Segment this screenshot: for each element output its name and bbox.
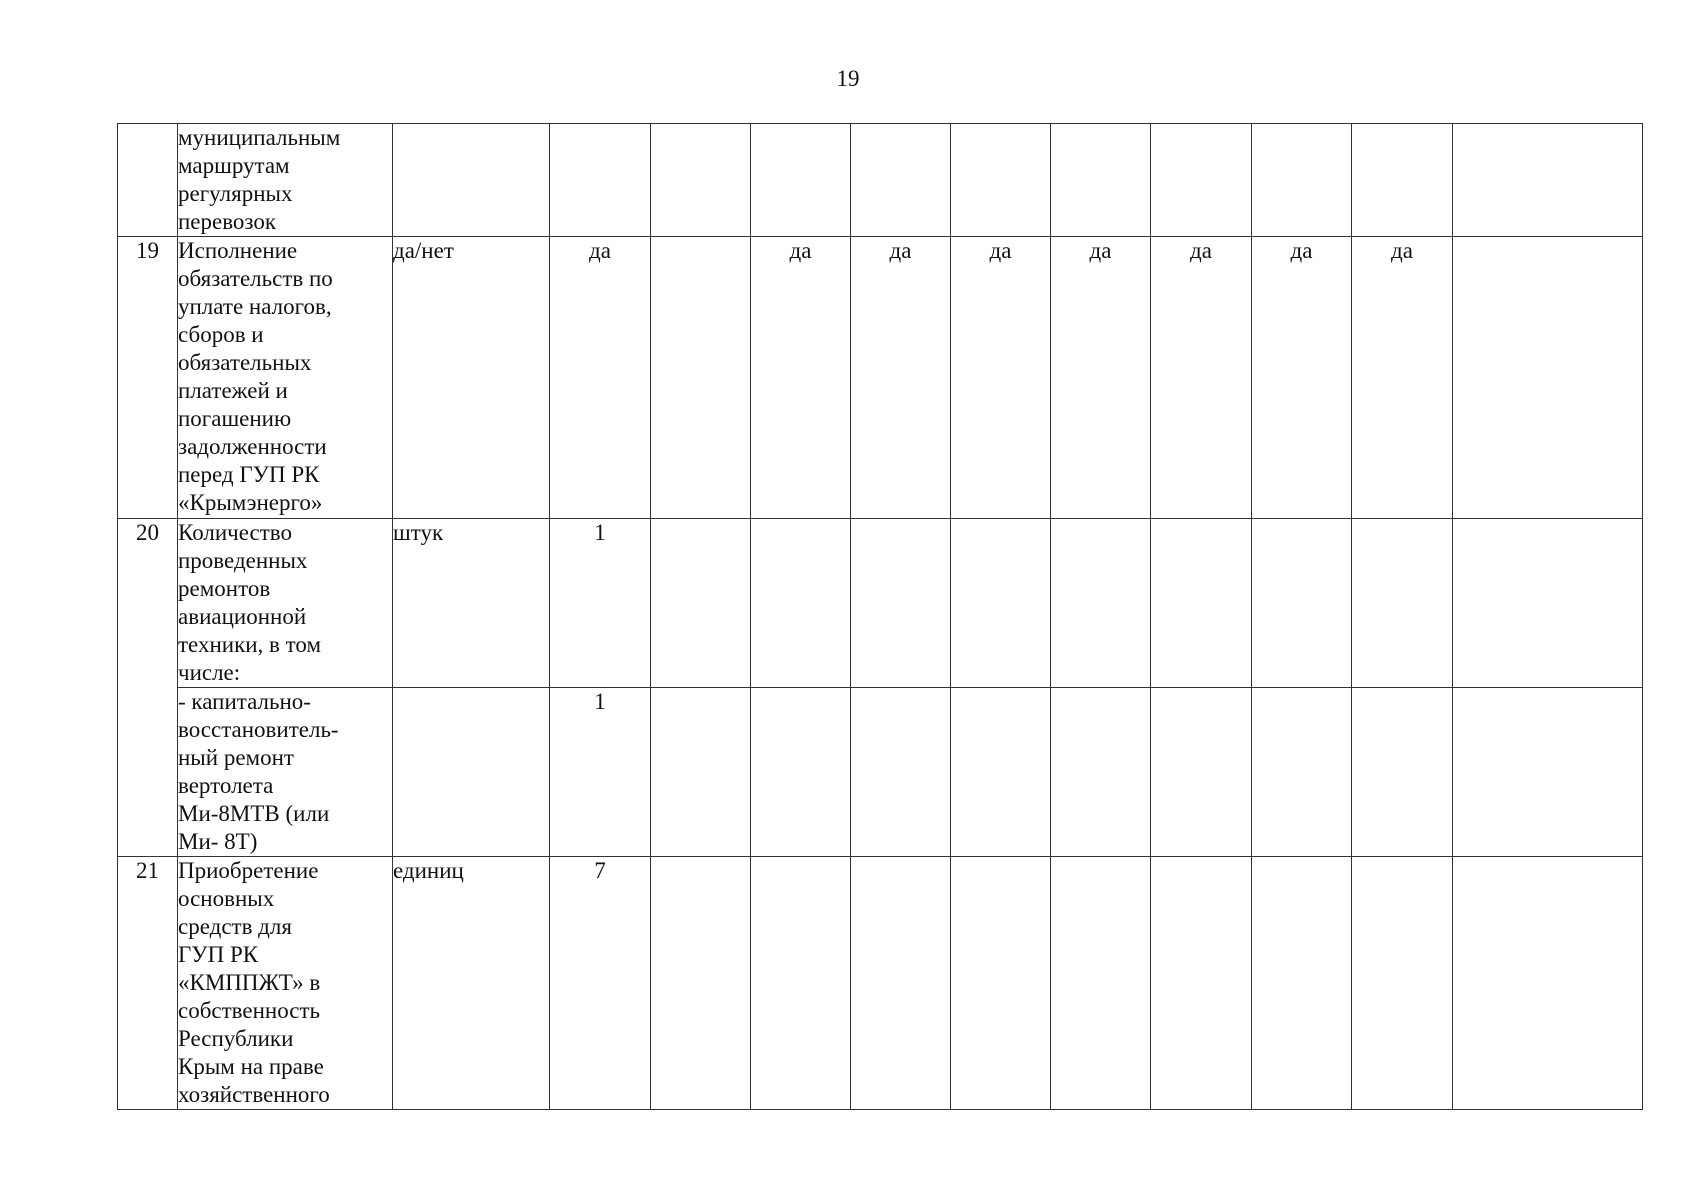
indicator-name-line: Количество	[178, 520, 292, 545]
row-number-cell: 19	[118, 237, 178, 519]
value-cell	[1453, 688, 1643, 857]
row-number-cell	[118, 124, 178, 237]
value-cell: 7	[550, 857, 651, 1110]
indicator-name-line: - капитально-	[178, 689, 311, 714]
value-cell: 1	[550, 688, 651, 857]
indicator-name-line: хозяйственного	[178, 1082, 330, 1107]
value-cell: да	[1252, 237, 1352, 519]
unit-cell	[393, 688, 550, 857]
row-number-cell: 20	[118, 519, 178, 857]
value-cell	[751, 857, 851, 1110]
indicator-name-line: обязательств по	[178, 266, 333, 291]
indicator-name-line: обязательных	[178, 350, 312, 375]
value-cell	[1252, 124, 1352, 237]
unit-cell: единиц	[393, 857, 550, 1110]
indicator-name-line: числе:	[178, 660, 241, 685]
value-cell	[1352, 124, 1453, 237]
table-row	[118, 237, 1643, 519]
unit-cell: да/нет	[393, 237, 550, 519]
value-cell	[951, 857, 1051, 1110]
value-cell	[1051, 688, 1151, 857]
value-cell	[951, 688, 1051, 857]
indicator-name-cell	[178, 519, 393, 688]
indicator-name-line: ный ремонт	[178, 745, 294, 770]
indicator-name-line: Ми- 8Т)	[178, 829, 258, 854]
indicator-name-line: Ми-8МТВ (или	[178, 801, 330, 826]
value-cell	[851, 519, 951, 688]
indicator-name-line: перед ГУП РК	[178, 462, 320, 487]
indicator-name-line: платежей и	[178, 378, 288, 403]
value-cell	[1151, 688, 1252, 857]
table-row	[118, 688, 1643, 857]
value-cell	[1352, 857, 1453, 1110]
value-cell	[951, 519, 1051, 688]
table-row	[118, 857, 1643, 1110]
value-cell	[1151, 857, 1252, 1110]
indicator-name-line: «КМППЖТ» в	[178, 970, 321, 995]
value-cell	[1352, 519, 1453, 688]
value-cell: да	[1151, 237, 1252, 519]
value-cell: да	[1051, 237, 1151, 519]
value-cell	[1051, 857, 1151, 1110]
indicator-name-line: Приобретение	[178, 858, 319, 883]
value-cell	[851, 124, 951, 237]
indicator-name-line: погашению	[178, 406, 292, 431]
value-cell	[1252, 519, 1352, 688]
value-cell	[851, 688, 951, 857]
row-number-cell: 21	[118, 857, 178, 1110]
value-cell	[1051, 124, 1151, 237]
value-cell	[1453, 124, 1643, 237]
value-cell: 1	[550, 519, 651, 688]
value-cell	[751, 688, 851, 857]
unit-cell: штук	[393, 519, 550, 688]
value-cell	[550, 124, 651, 237]
value-cell	[651, 519, 751, 688]
indicator-name-cell	[178, 124, 393, 237]
value-cell	[851, 857, 951, 1110]
indicator-name-cell	[178, 857, 393, 1110]
value-cell: да	[550, 237, 651, 519]
indicator-name-line: маршрутам	[178, 153, 290, 178]
indicator-name-line: основных	[178, 886, 275, 911]
value-cell	[651, 688, 751, 857]
value-cell: да	[951, 237, 1051, 519]
indicator-name-line: вертолета	[178, 773, 274, 798]
indicator-name-line: средств для	[178, 914, 292, 939]
value-cell	[1151, 519, 1252, 688]
indicator-name-line: муниципальным	[178, 125, 341, 150]
value-cell: да	[851, 237, 951, 519]
value-cell	[1352, 688, 1453, 857]
indicators-table	[117, 123, 1643, 1110]
unit-cell	[393, 124, 550, 237]
indicator-name-line: регулярных	[178, 181, 293, 206]
value-cell: да	[751, 237, 851, 519]
indicator-name-line: уплате налогов,	[178, 294, 332, 319]
indicator-name-line: Республики	[178, 1026, 294, 1051]
indicator-name-line: ремонтов	[178, 576, 271, 601]
value-cell	[951, 124, 1051, 237]
value-cell	[651, 124, 751, 237]
value-cell	[1252, 688, 1352, 857]
value-cell	[1252, 857, 1352, 1110]
indicator-name-line: задолженности	[178, 434, 327, 459]
indicator-name-line: техники, в том	[178, 632, 322, 657]
value-cell	[1151, 124, 1252, 237]
value-cell: да	[1352, 237, 1453, 519]
indicator-name-line: сборов и	[178, 322, 264, 347]
indicator-name-line: «Крымэнерго»	[178, 490, 323, 515]
value-cell	[1453, 857, 1643, 1110]
indicator-name-line: ГУП РК	[178, 942, 259, 967]
indicator-name-cell	[178, 237, 393, 519]
value-cell	[751, 124, 851, 237]
table-row	[118, 519, 1643, 688]
indicator-name-line: восстановитель-	[178, 717, 339, 742]
indicator-name-line: Крым на праве	[178, 1054, 324, 1079]
indicator-name-line: авиационной	[178, 604, 307, 629]
value-cell	[651, 857, 751, 1110]
value-cell	[1453, 519, 1643, 688]
table-row	[118, 124, 1643, 237]
page-number: 19	[836, 66, 860, 91]
indicator-name-line: проведенных	[178, 548, 308, 573]
value-cell	[751, 519, 851, 688]
indicator-name-line: Исполнение	[178, 238, 298, 263]
indicator-name-cell	[178, 688, 393, 857]
value-cell	[1051, 519, 1151, 688]
indicator-name-line: перевозок	[178, 209, 277, 234]
indicator-name-line: собственность	[178, 998, 321, 1023]
value-cell	[1453, 237, 1643, 519]
value-cell	[651, 237, 751, 519]
